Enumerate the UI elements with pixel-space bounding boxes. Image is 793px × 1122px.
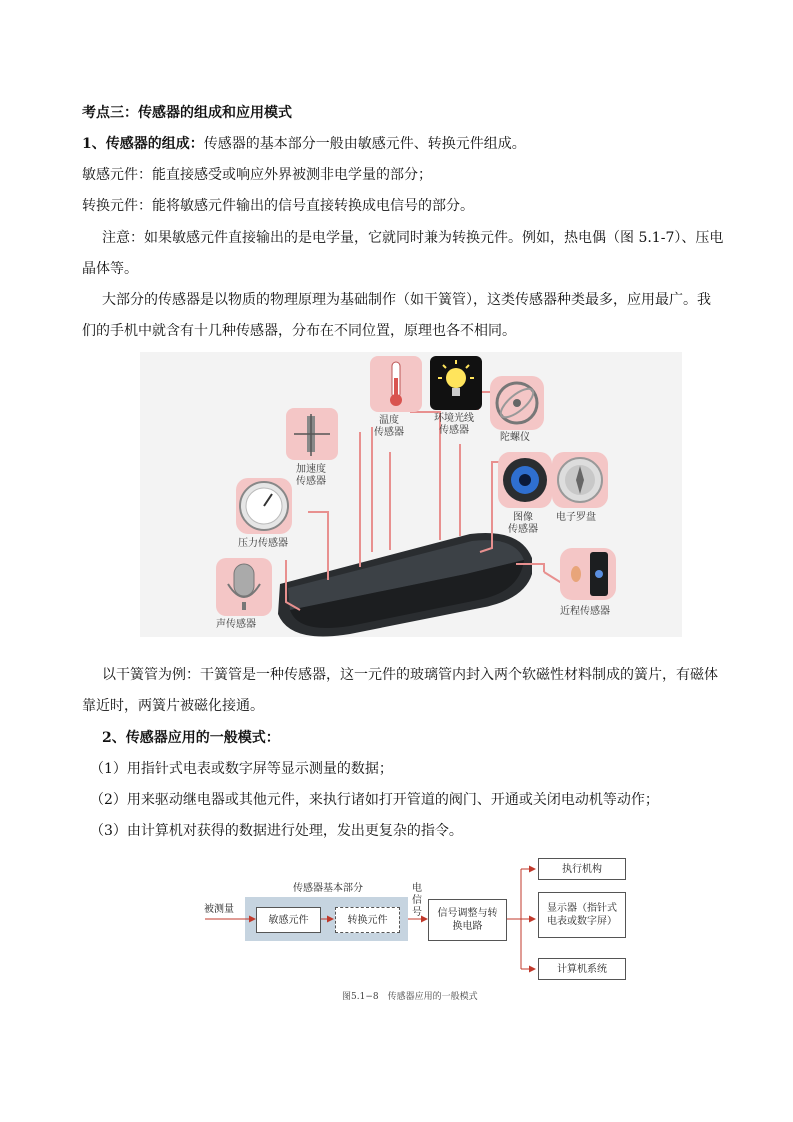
accelerometer-icon	[286, 408, 338, 460]
label-pressure: 压力传感器	[238, 538, 288, 549]
application-heading: 2、传感器应用的一般模式：	[102, 730, 280, 746]
compass-icon	[552, 452, 608, 508]
note-line-1: 注意：如果敏感元件直接输出的是电学量，它就同时兼为转换元件。例如，热电偶（图 5.1-7）、压电	[102, 230, 724, 246]
proximity-sensor-icon	[560, 548, 616, 600]
label-compass: 电子罗盘	[556, 512, 596, 523]
label-sound: 声传感器	[216, 619, 256, 630]
convert-element-box: 转换元件	[335, 907, 400, 933]
application-mode-diagram	[195, 855, 635, 1005]
signal-label: 电 信 号	[412, 883, 422, 918]
temperature-sensor-icon	[370, 356, 422, 412]
image-sensor-icon	[498, 452, 552, 508]
sensitive-element-box: 敏感元件	[256, 907, 321, 933]
label-gyro: 陀螺仪	[500, 432, 530, 443]
group-title: 传感器基本部分	[293, 883, 363, 894]
phone-illustration	[140, 352, 682, 637]
light-sensor-icon	[430, 356, 482, 410]
note-line-2: 晶体等。	[82, 261, 138, 277]
paragraph-composition	[82, 135, 722, 153]
list-item-1: （1）用指针式电表或数字屏等显示测量的数据；	[90, 761, 393, 777]
conditioning-box: 信号调整与转 换电路	[428, 899, 507, 941]
input-label: 被测量	[204, 904, 234, 915]
phone-sensors-figure	[140, 352, 682, 637]
sound-sensor-icon	[216, 558, 272, 616]
actuator-box: 执行机构	[538, 858, 626, 880]
paragraph-sensitive-element: 敏感元件：能直接感受或响应外界被测非电学量的部分；	[82, 167, 432, 183]
pressure-sensor-icon	[236, 478, 292, 534]
label-accel: 加速度 传感器	[296, 464, 326, 487]
reed-line-1: 以干簧管为例：干簧管是一种传感器，这一元件的玻璃管内封入两个软磁性材料制成的簧片，有磁体	[102, 667, 718, 683]
display-box: 显示器（指针式 电表或数字屏）	[538, 892, 626, 938]
paragraph-convert-element: 转换元件：能将敏感元件输出的信号直接转换成电信号的部分。	[82, 198, 474, 214]
figure-caption: 图5.1−8 传感器应用的一般模式	[342, 992, 478, 1002]
sensor-intro-line-1: 大部分的传感器是以物质的物理原理为基础制作（如干簧管），这类传感器种类最多，应用最广。我	[102, 292, 711, 308]
gyroscope-icon	[490, 376, 544, 430]
label-proximity: 近程传感器	[560, 606, 610, 617]
sensor-intro-line-2: 们的手机中就含有十几种传感器，分布在不同位置，原理也各不相同。	[82, 323, 516, 339]
reed-line-2: 靠近时，两簧片被磁化接通。	[82, 698, 264, 714]
label-image: 图像 传感器	[508, 512, 538, 535]
label-light: 环境光线 传感器	[434, 413, 474, 436]
composition-lead: 1、传感器的组成：	[82, 136, 204, 152]
computer-box: 计算机系统	[538, 958, 626, 980]
section-heading: 考点三：传感器的组成和应用模式	[82, 105, 292, 121]
label-temperature: 温度 传感器	[374, 415, 404, 438]
list-item-3: （3）由计算机对获得的数据进行处理，发出更复杂的指令。	[90, 823, 463, 839]
composition-text: 传感器的基本部分一般由敏感元件、转换元件组成。	[203, 136, 526, 152]
list-item-2: （2）用来驱动继电器或其他元件，来执行诸如打开管道的阀门、开通或关闭电动机等动作；	[90, 792, 659, 808]
